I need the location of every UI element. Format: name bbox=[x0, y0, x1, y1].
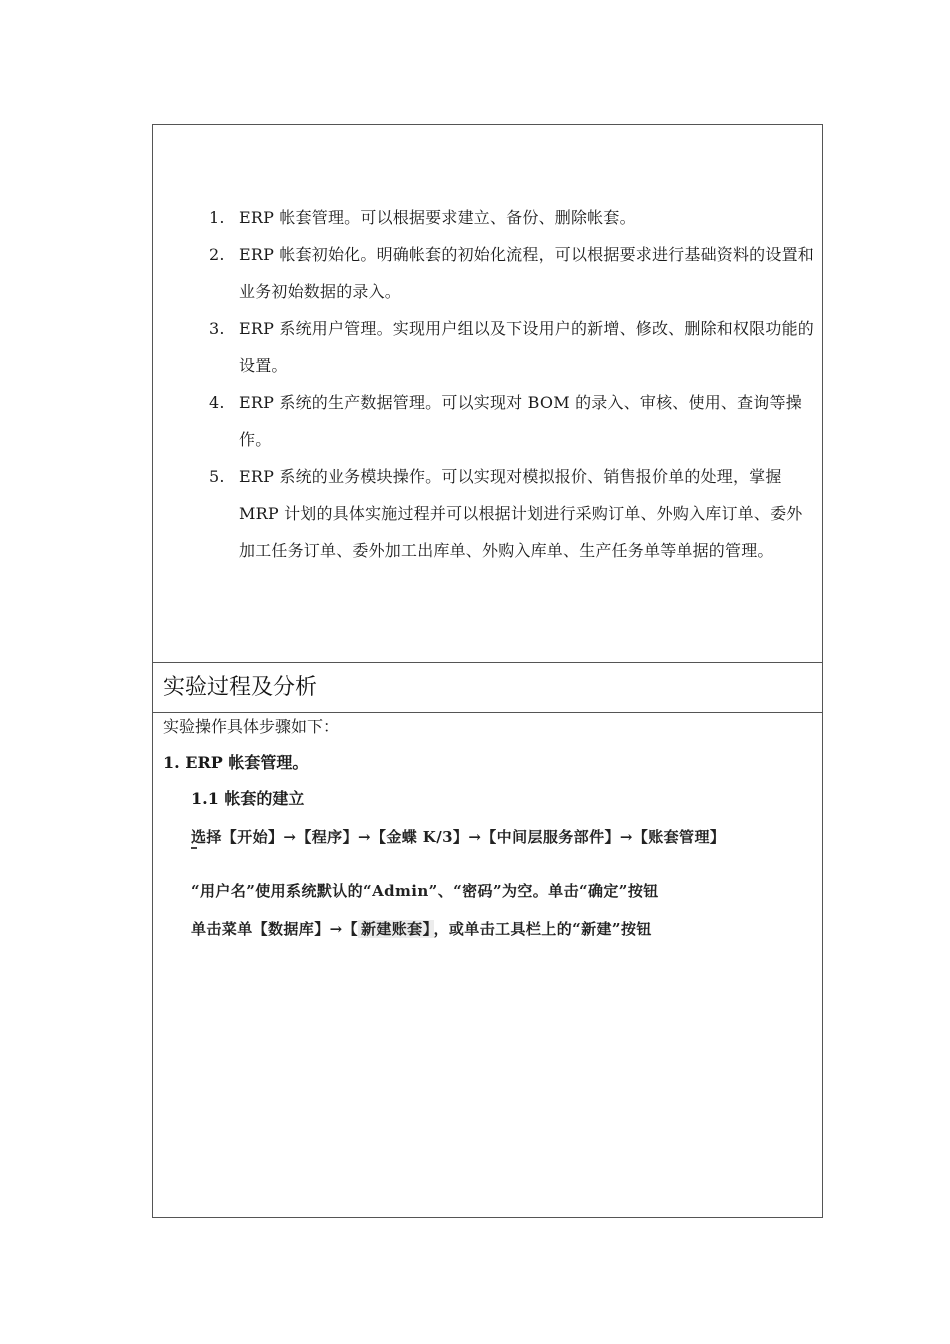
objective-text: ERP 系统的业务模块操作。可以实现对模拟报价、销售报价单的处理，掌握 MRP 计划的具体实施过程并可以根据计划进行采购订单、外购入库订单、委外加工任务订单、委外加工出库单、外购入库单、生产任务单等单据的管理。 bbox=[239, 467, 803, 560]
step-instruction-menu-path: 选择【开始】→【程序】→【金蝶 K/3】→【中间层服务部件】→【账套管理】 bbox=[191, 828, 726, 846]
objective-item bbox=[209, 458, 817, 569]
step-instruction-new-account bbox=[191, 918, 652, 940]
scan-artifact-mark bbox=[191, 847, 197, 849]
objective-text: ERP 帐套初始化。明确帐套的初始化流程，可以根据要求进行基础资料的设置和业务初始数据的录入。 bbox=[239, 245, 814, 301]
objective-item bbox=[209, 236, 817, 310]
objectives-cell bbox=[153, 125, 822, 663]
objective-text: ERP 系统的生产数据管理。可以实现对 BOM 的录入、审核、使用、查询等操作。 bbox=[239, 393, 802, 449]
instruction-part: 单击菜单【数据库】→【 bbox=[191, 920, 358, 938]
procedure-intro: 实验操作具体步骤如下： bbox=[163, 717, 340, 736]
objectives-list bbox=[209, 199, 817, 569]
objective-text: ERP 系统用户管理。实现用户组以及下设用户的新增、修改、删除和权限功能的设置。 bbox=[239, 319, 814, 375]
instruction-highlight: 新建账套】 bbox=[358, 920, 434, 938]
section-title: 实验过程及分析 bbox=[163, 675, 318, 700]
objective-number: 2. bbox=[209, 245, 225, 264]
section-header-cell bbox=[153, 663, 822, 713]
procedure-cell bbox=[153, 713, 822, 1217]
objective-item bbox=[209, 384, 817, 458]
objective-number: 4. bbox=[209, 393, 225, 412]
step-heading: 1. ERP 帐套管理。 bbox=[163, 753, 309, 772]
objective-item bbox=[209, 199, 817, 236]
objective-item bbox=[209, 310, 817, 384]
objective-number: 5. bbox=[209, 467, 225, 486]
objective-number: 3. bbox=[209, 319, 225, 338]
substep-heading: 1.1 帐套的建立 bbox=[191, 789, 305, 808]
instruction-part: ，或单击工具栏上的“新建”按钮 bbox=[433, 920, 652, 938]
report-table bbox=[152, 124, 823, 1218]
objective-text: ERP 帐套管理。可以根据要求建立、备份、删除帐套。 bbox=[239, 208, 636, 227]
objective-number: 1. bbox=[209, 208, 225, 227]
step-instruction-login: “用户名”使用系统默认的“Admin”、“密码”为空。单击“确定”按钮 bbox=[191, 882, 659, 900]
